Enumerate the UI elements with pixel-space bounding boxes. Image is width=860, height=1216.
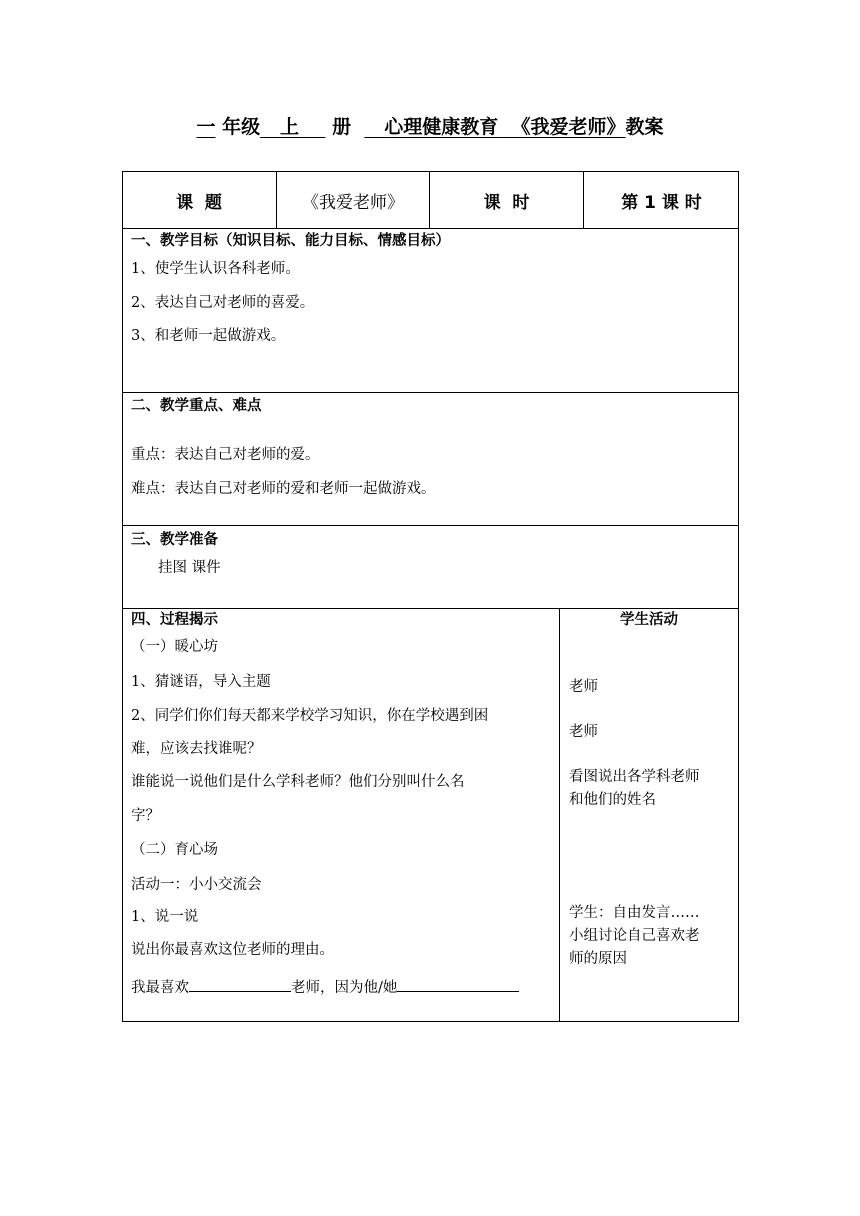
key-point-item: 难点：表达自己对老师的爱和老师一起做游戏。 <box>131 481 436 497</box>
header-period-value: 第 1 课 时 <box>621 192 702 213</box>
process-line: 活动一：小小交流会 <box>131 877 262 893</box>
objective-item: 3、和老师一起做游戏。 <box>131 328 286 344</box>
key-points-heading: 二、教学重点、难点 <box>131 398 262 414</box>
title-volume-suffix: 册 <box>332 116 352 138</box>
objectives-heading: 一、教学目标（知识目标、能力目标、情感目标） <box>131 233 450 249</box>
objective-item: 2、表达自己对老师的喜爱。 <box>131 295 315 311</box>
header-lesson-label: 课 题 <box>176 192 222 213</box>
activity-item: 师的原因 <box>569 951 627 967</box>
header-period-label: 课 时 <box>483 192 530 213</box>
fill-middle: 老师，因为他/她 <box>291 980 398 996</box>
fill-blank-reason <box>397 975 519 992</box>
activity-item: 学生：自由发言…… <box>569 905 700 921</box>
title-volume: 上 <box>280 116 300 138</box>
fill-in-line <box>131 975 519 998</box>
process-line: 难，应该去找谁呢？ <box>131 741 262 757</box>
activity-column-divider <box>559 608 560 1022</box>
preparation-heading-wrap <box>131 530 218 550</box>
preparation-heading: 三、教学准备 <box>131 532 218 548</box>
process-line: （二）育心场 <box>131 842 218 858</box>
activity-item: 老师 <box>569 724 598 740</box>
process-heading-wrap <box>131 610 218 630</box>
objectives-content <box>131 231 450 251</box>
activity-heading: 学生活动 <box>620 612 678 628</box>
fill-blank-teacher <box>189 975 291 992</box>
title-volume-blank <box>260 116 325 138</box>
title-subject-blank <box>364 116 625 138</box>
process-heading: 四、过程揭示 <box>131 612 218 628</box>
title-subject: 心理健康教育 <box>384 116 499 138</box>
activity-item: 老师 <box>569 679 598 695</box>
process-line: 1、说一说 <box>131 909 199 925</box>
key-point-item: 重点：表达自己对老师的爱。 <box>131 447 320 463</box>
key-points-heading-wrap <box>131 396 262 416</box>
process-line: 说出你最喜欢这位老师的理由。 <box>131 942 334 958</box>
objective-item: 1、使学生认识各科老师。 <box>131 261 300 277</box>
process-line: 2、同学们你们每天都来学校学习知识，你在学校遇到困 <box>131 708 489 724</box>
activity-item: 和他们的姓名 <box>569 792 656 808</box>
title-lesson: 《我爱老师》 <box>511 116 626 138</box>
process-line: 1、猜谜语，导入主题 <box>131 674 271 690</box>
process-line: 字？ <box>131 808 160 824</box>
activity-item: 小组讨论自己喜欢老 <box>569 928 700 944</box>
fill-prefix: 我最喜欢 <box>131 980 189 996</box>
document-title <box>0 112 860 139</box>
title-grade-suffix: 年级 <box>222 116 261 138</box>
process-line: （一）暖心坊 <box>131 639 218 655</box>
title-grade: 一 <box>196 116 216 138</box>
title-doc-type: 教案 <box>625 116 664 138</box>
activity-item: 看图说出各学科老师 <box>569 769 700 785</box>
process-line: 谁能说一说他们是什么学科老师？他们分别叫什么名 <box>131 774 465 790</box>
preparation-content: 挂图 课件 <box>158 560 221 576</box>
header-lesson-name: 《我爱老师》 <box>302 192 404 213</box>
